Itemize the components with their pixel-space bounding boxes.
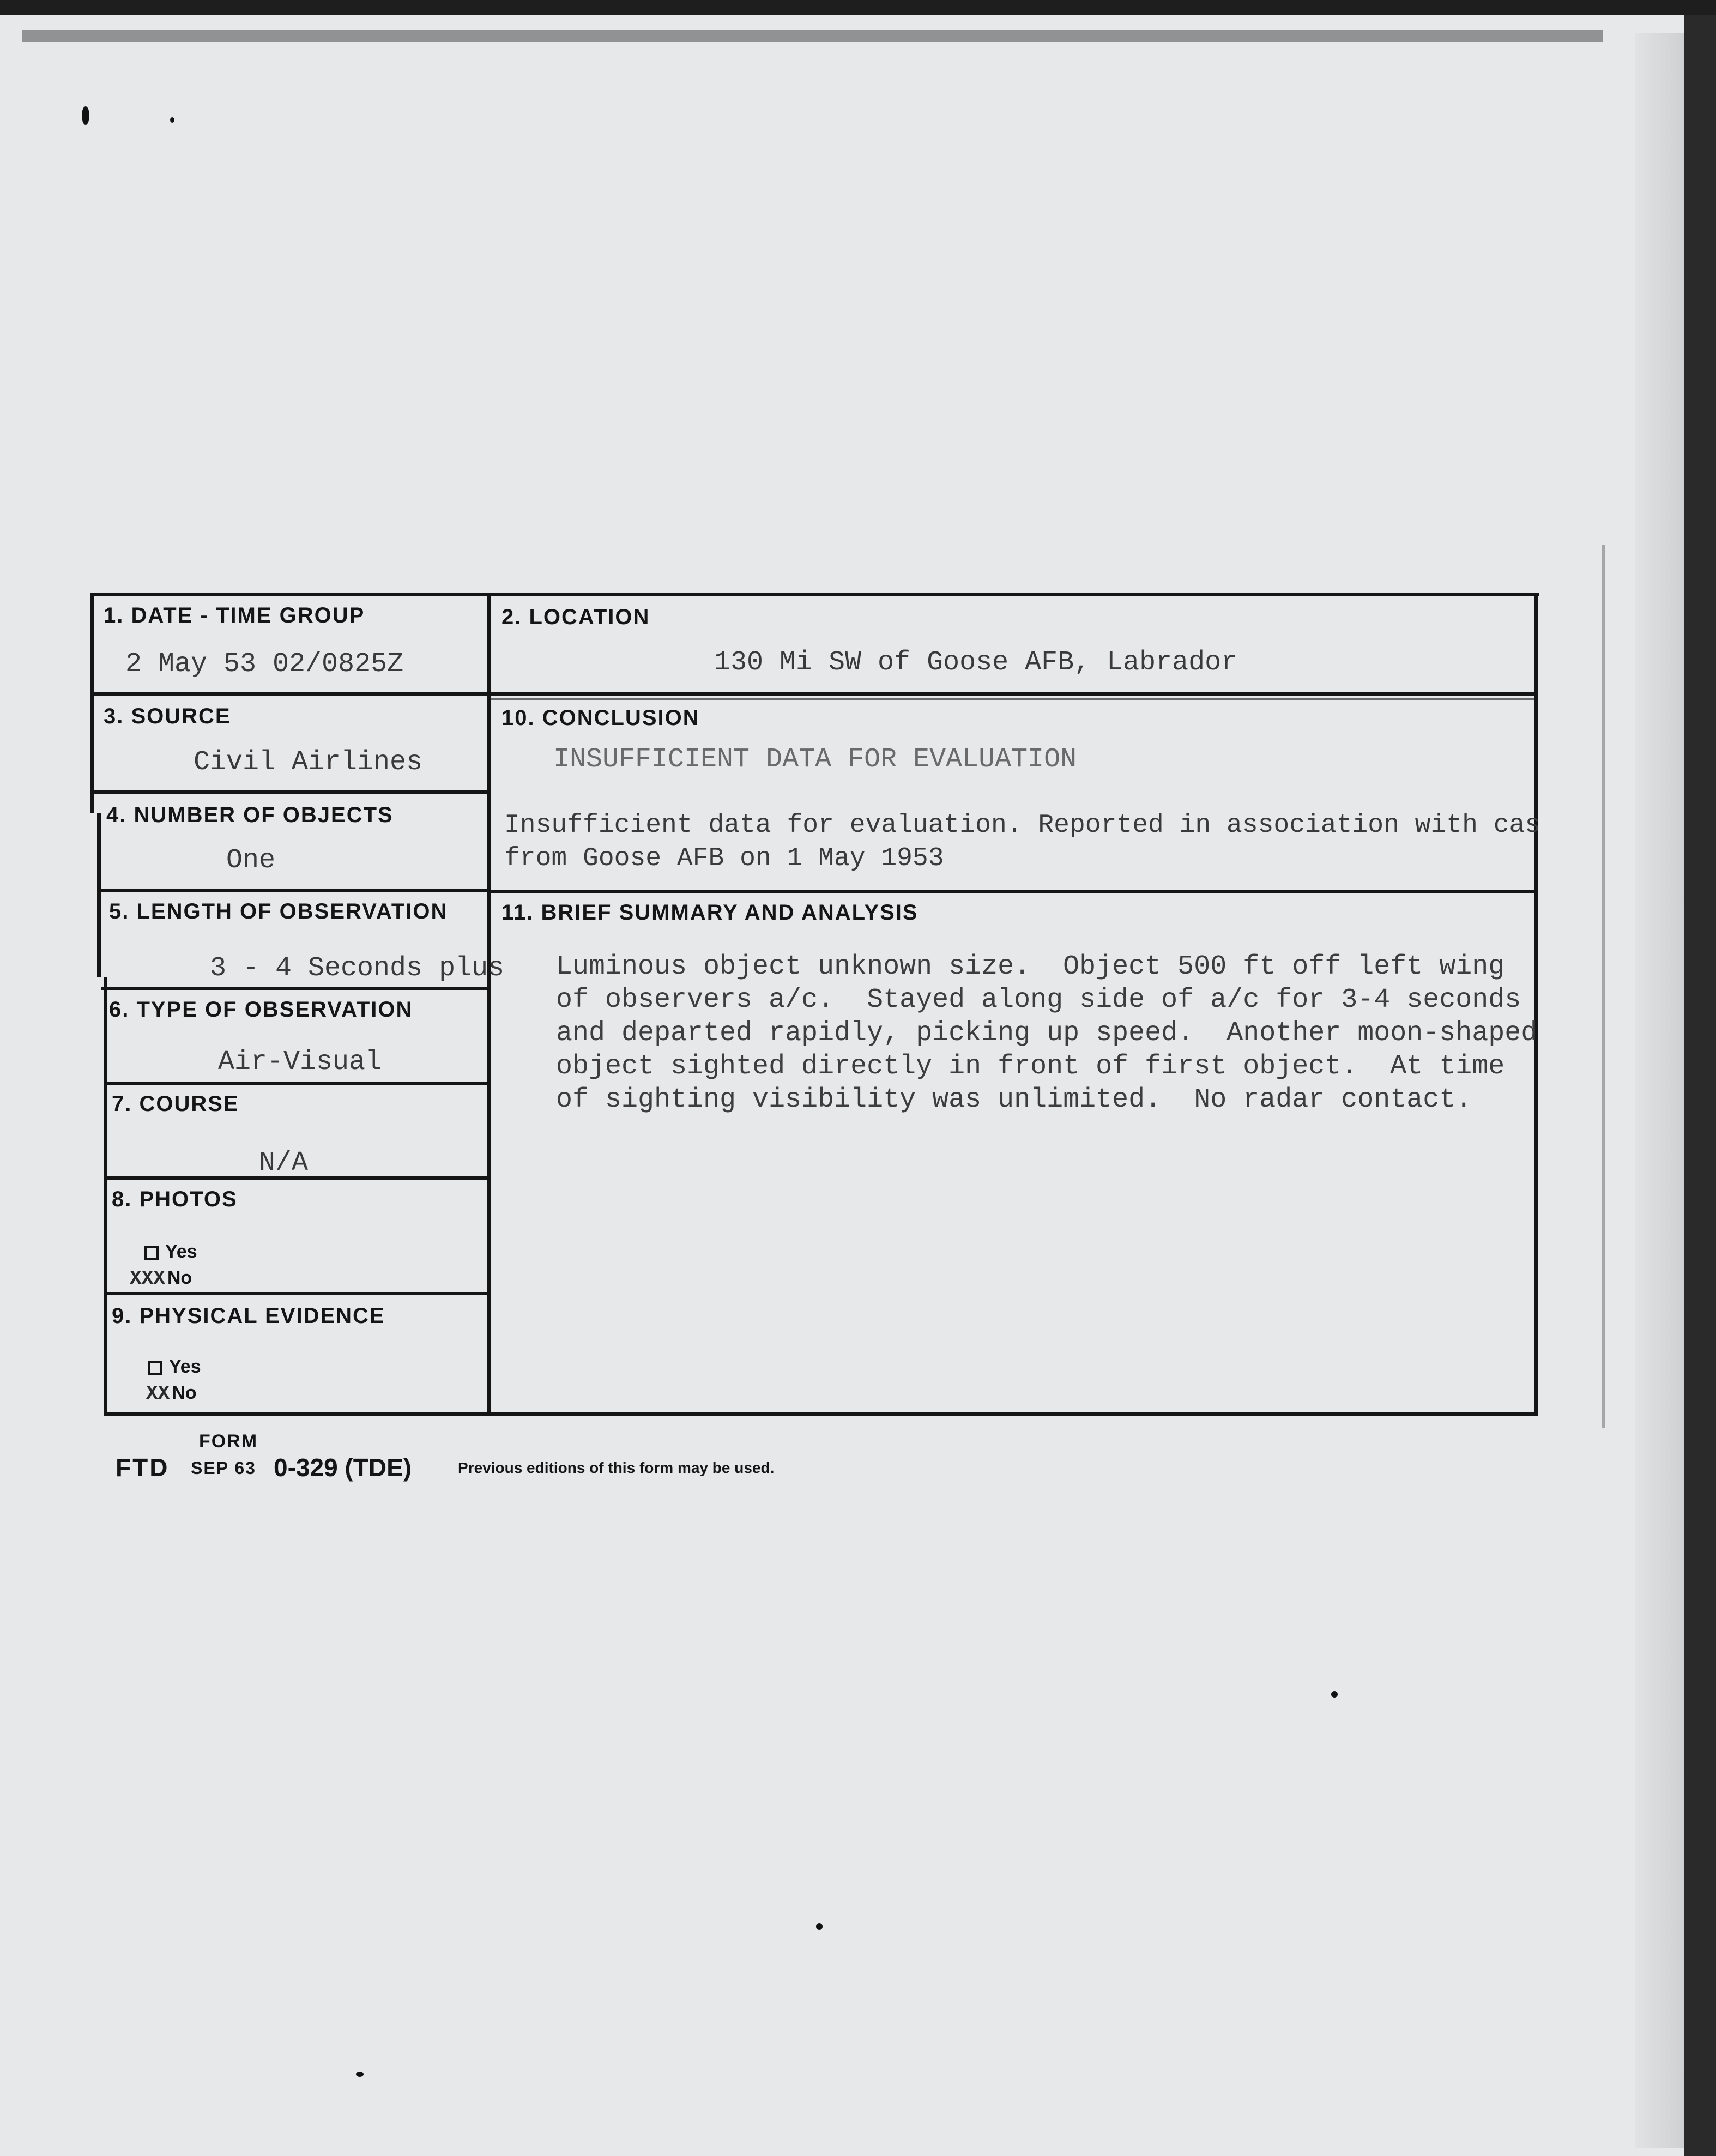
divider-type [101,987,491,990]
form-border-left [90,593,94,813]
typed-x-mark: XXX [130,1267,165,1290]
footer-form-number: 0-329 (TDE) [274,1453,412,1482]
divider-summary [487,890,1538,893]
divider-physical [104,1292,491,1295]
footer-date: SEP 63 [191,1458,256,1478]
field-objects-value: One [226,845,276,876]
field-source-label: 3. SOURCE [104,704,231,728]
divider-objects [94,790,491,794]
field-type-value: Air-Visual [218,1047,382,1078]
summary-line-4: object sighted directly in front of first object. At time [556,1051,1505,1082]
photos-no-option[interactable] [130,1267,192,1290]
physical-no-option[interactable] [146,1382,197,1405]
field-length-value: 3 - 4 Seconds plus [210,953,505,984]
summary-line-1: Luminous object unknown size. Object 500 ft off left wing [556,951,1505,982]
footer-ftd: FTD [116,1453,170,1482]
summary-line-5: of sighting visibility was unlimited. No radar contact. [556,1084,1472,1115]
divider-source [90,692,491,696]
divider-length [97,889,491,892]
physical-yes-label: Yes [169,1356,201,1377]
form-border-top [90,593,1539,596]
form-border-left-lower [97,813,101,977]
field-location-value: 130 Mi SW of Goose AFB, Labrador [714,647,1238,678]
field-objects-label: 4. NUMBER OF OBJECTS [106,803,394,827]
form-border-right [1534,593,1538,1416]
field-date-time-value: 2 May 53 02/0825Z [125,649,404,680]
conclusion-line-1: Insufficient data for evaluation. Reported in association with cas [504,811,1541,840]
physical-no-label: No [172,1382,197,1403]
summary-line-2: of observers a/c. Stayed along side of a/c for 3-4 seconds [556,985,1521,1016]
divider-course [104,1082,491,1085]
checkbox-icon [148,1361,162,1375]
summary-line-3: and departed rapidly, picking up speed. Another moon-shaped [556,1018,1538,1049]
photos-no-label: No [167,1267,192,1288]
form-border-bottom [104,1412,1534,1416]
conclusion-heading: INSUFFICIENT DATA FOR EVALUATION [553,744,1077,775]
photos-yes-label: Yes [165,1241,197,1262]
physical-yes-option[interactable] [148,1356,201,1378]
typed-x-mark: XX [146,1382,170,1405]
divider-conclusion [487,698,1538,700]
form-border-left-bottom [104,977,107,1416]
field-source-value: Civil Airlines [194,747,423,778]
field-conclusion-label: 10. CONCLUSION [501,706,700,730]
conclusion-line-2: from Goose AFB on 1 May 1953 [504,844,944,873]
photos-yes-option[interactable] [144,1241,197,1263]
field-location-label: 2. LOCATION [501,605,650,629]
field-type-label: 6. TYPE OF OBSERVATION [109,998,413,1022]
field-physical-evidence-label: 9. PHYSICAL EVIDENCE [112,1304,385,1328]
checkbox-icon [144,1246,159,1260]
field-summary-label: 11. BRIEF SUMMARY AND ANALYSIS [501,901,919,925]
field-length-label: 5. LENGTH OF OBSERVATION [109,899,448,923]
divider-location [487,692,1538,696]
field-course-value: N/A [259,1148,309,1179]
field-photos-label: 8. PHOTOS [112,1187,238,1211]
footer-form-word: FORM [199,1431,258,1452]
field-course-label: 7. COURSE [112,1092,239,1116]
footer-note: Previous editions of this form may be used. [458,1459,775,1476]
field-date-time-label: 1. DATE - TIME GROUP [104,603,365,627]
